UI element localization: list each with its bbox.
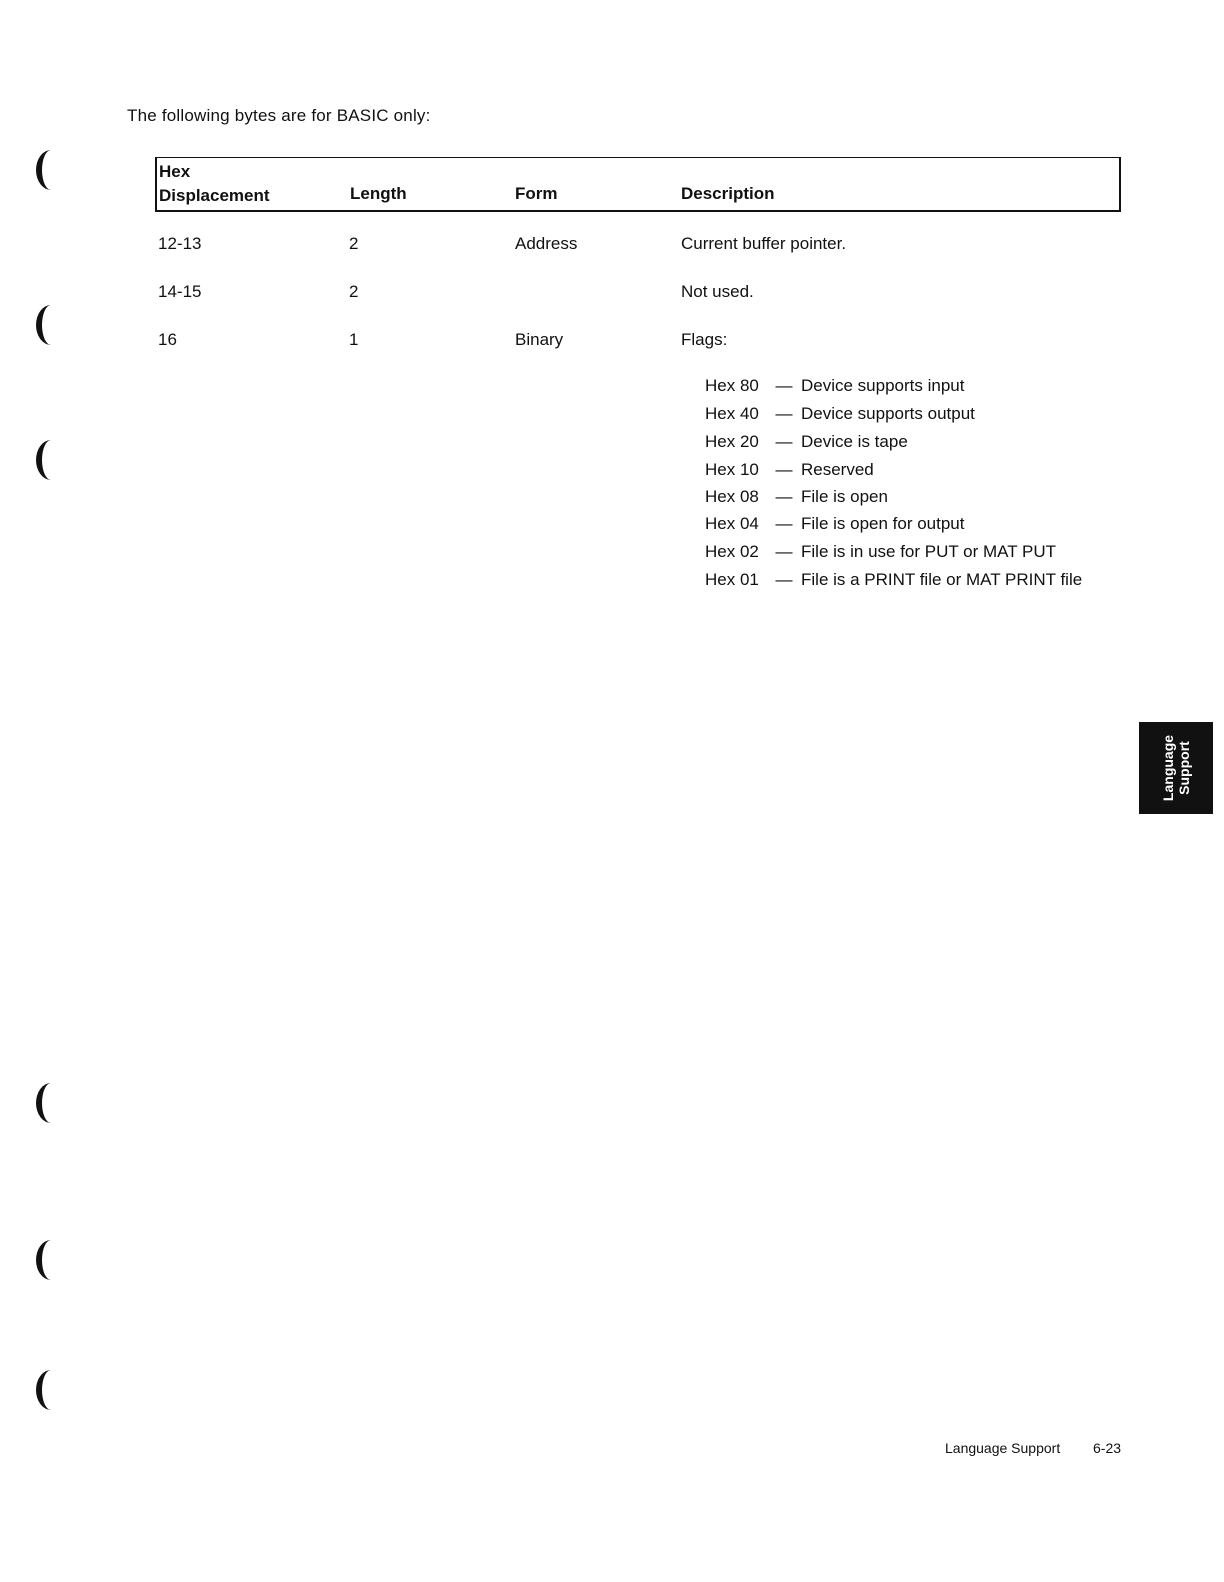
page-number: 6-23 [1093,1440,1122,1456]
row-length: 1 [349,330,359,349]
flag-item [705,404,975,424]
flag-meaning: File is in use for PUT or MAT PUT [801,542,1057,561]
flag-item [705,460,874,480]
flag-meaning: Reserved [801,460,874,479]
flag-code: Hex 02 [705,542,759,561]
flag-dash: — [775,542,793,561]
flag-dash: — [775,514,793,533]
flag-dash: — [775,487,793,506]
flag-item [705,570,1082,590]
binder-hole-icon [36,1240,66,1280]
binder-hole-icon [36,1370,66,1410]
section-tab-line2: Support [1176,741,1192,795]
flag-code: Hex 10 [705,460,759,479]
flag-meaning: File is open [801,487,888,506]
row-form: Address [515,234,578,253]
flag-meaning: File is open for output [801,514,965,533]
binder-hole-icon [36,150,66,190]
flag-item [705,514,964,534]
row-displacement: 14-15 [158,282,202,301]
binder-hole-icon [36,1083,66,1123]
flag-code: Hex 04 [705,514,759,533]
flag-dash: — [775,376,793,395]
binder-hole-icon [36,305,66,345]
row-length: 2 [349,282,359,301]
flag-dash: — [775,570,793,589]
section-tab-line1: Language [1160,734,1176,802]
flag-code: Hex 80 [705,376,759,395]
binder-hole-icon [36,440,66,480]
flag-meaning: Device is tape [801,432,908,451]
row-displacement: 12-13 [158,234,202,253]
section-tab-label [1160,735,1192,801]
flag-meaning: Device supports output [801,404,975,423]
row-description: Current buffer pointer. [681,234,847,253]
row-displacement: 16 [158,330,177,349]
flag-dash: — [775,404,793,423]
flag-code: Hex 01 [705,570,759,589]
flag-meaning: Device supports input [801,376,965,395]
row-form: Binary [515,330,564,349]
flag-code: Hex 20 [705,432,759,451]
section-tab [1139,722,1213,814]
row-description: Flags: [681,330,728,349]
flag-item [705,432,908,452]
header-form: Form [515,184,558,203]
row-description: Not used. [681,282,754,301]
intro-text: The following bytes are for BASIC only: [127,106,431,125]
flag-dash: — [775,432,793,451]
flag-item [705,487,888,507]
header-description: Description [681,184,775,203]
header-hex-displacement: Hex Displacement [159,162,270,205]
flag-code: Hex 40 [705,404,759,423]
table-header [155,157,1121,212]
header-length: Length [350,184,407,203]
row-length: 2 [349,234,359,253]
flag-dash: — [775,460,793,479]
flag-meaning: File is a PRINT file or MAT PRINT file [801,570,1083,589]
flag-item [705,376,964,396]
flag-code: Hex 08 [705,487,759,506]
footer-title: Language Support [945,1440,1061,1456]
flag-item [705,542,1056,562]
